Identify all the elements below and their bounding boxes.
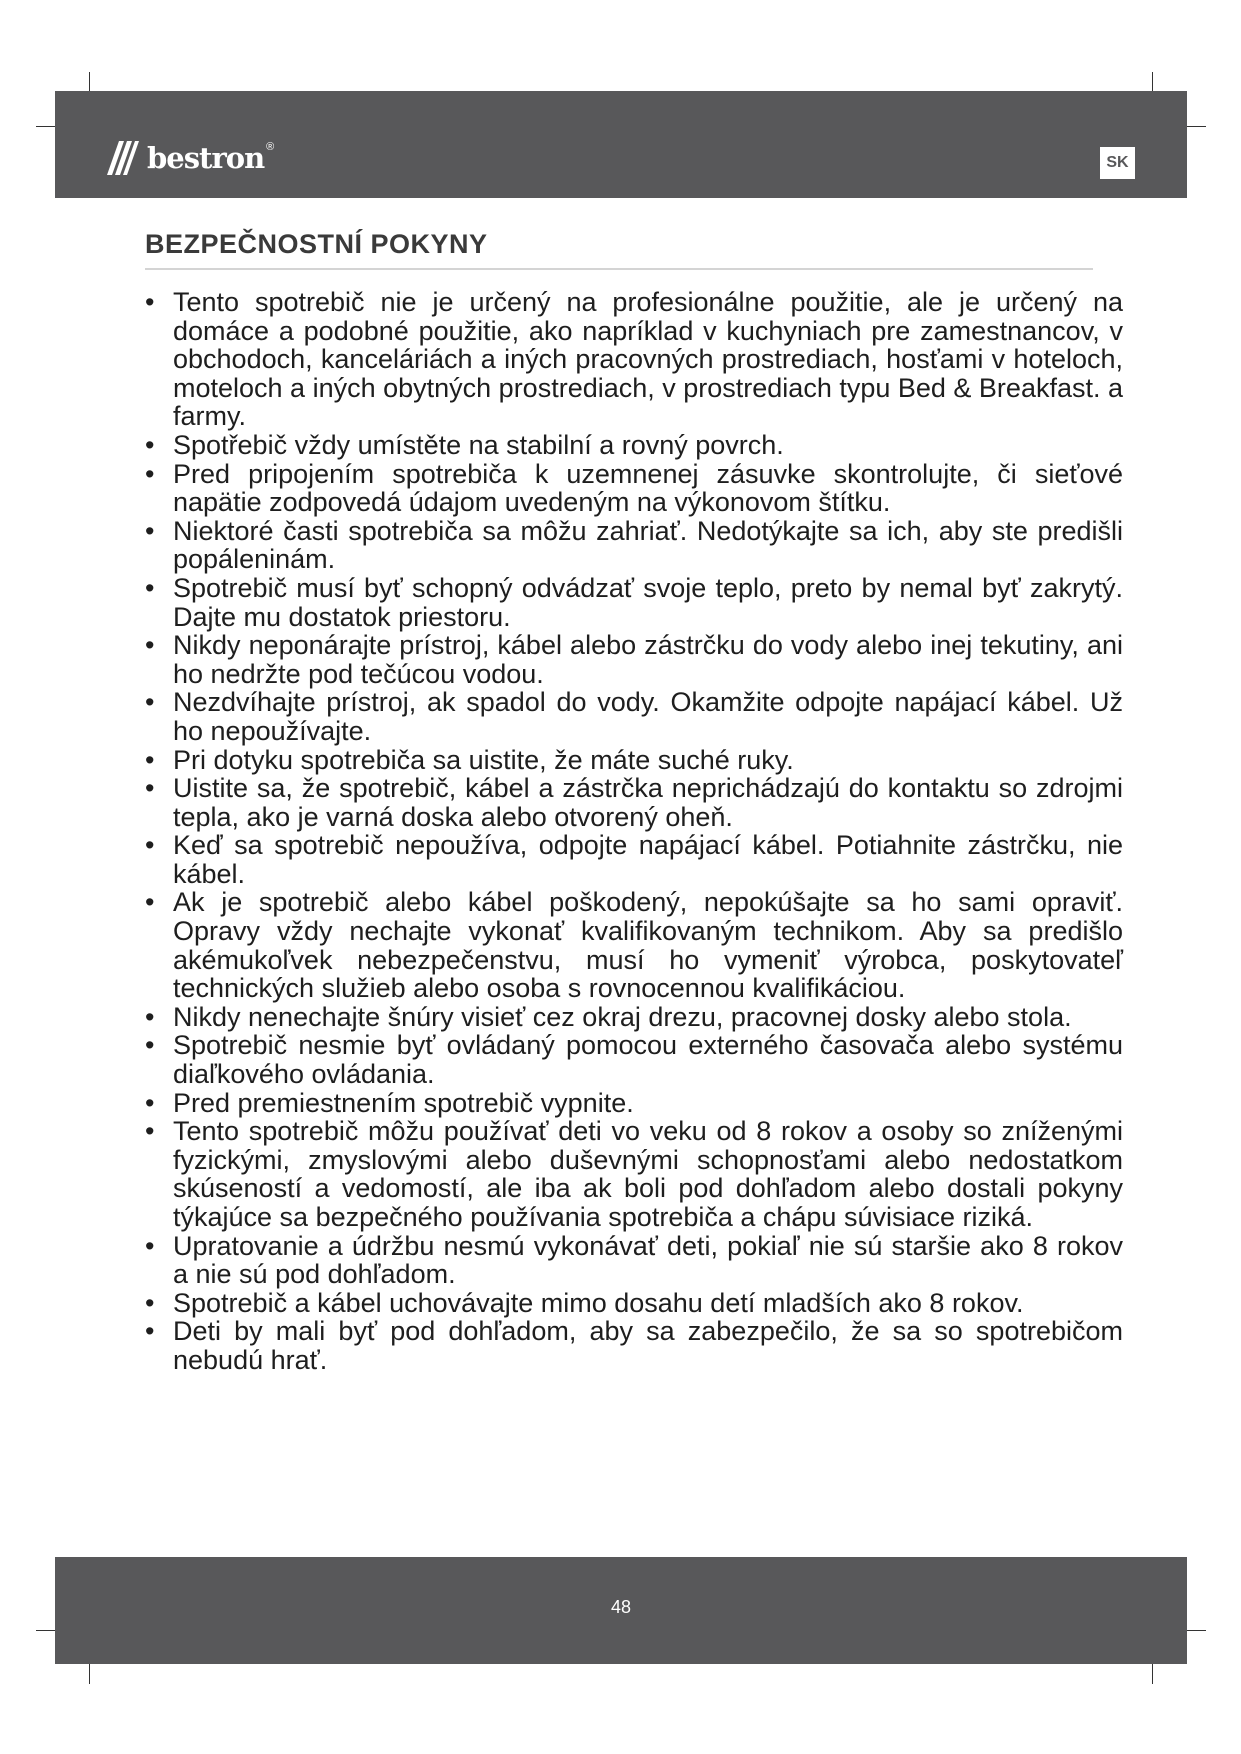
list-item-text: Spotrebič a kábel uchovávajte mimo dosahu detí mladších ako 8 rokov. bbox=[173, 1287, 1024, 1318]
title-divider bbox=[145, 268, 1093, 270]
bullet: • bbox=[145, 773, 155, 804]
bullet: • bbox=[145, 515, 155, 546]
list-item bbox=[143, 1317, 1123, 1374]
bullet: • bbox=[145, 458, 155, 489]
bullet: • bbox=[145, 1030, 155, 1061]
list-item bbox=[143, 574, 1123, 631]
bullet: • bbox=[145, 830, 155, 861]
list-item bbox=[143, 1003, 1123, 1032]
list-item bbox=[143, 1089, 1123, 1118]
instruction-list bbox=[143, 288, 1123, 1375]
list-item-text: Niektoré časti spotrebiča sa môžu zahriať. Nedotýkajte sa ich, aby ste predišli popáleninám. bbox=[173, 515, 1123, 575]
bullet: • bbox=[145, 1001, 155, 1032]
bullet: • bbox=[145, 429, 155, 460]
list-item-text: Uistite sa, že spotrebič, kábel a zástrčka neprichádzajú do kontaktu so zdrojmi tepla, ako je varná doska alebo otvorený oheň. bbox=[173, 773, 1123, 832]
list-item-text: Upratovanie a údržbu nesmú vykonávať deti, pokiaľ nie sú staršie ako 8 rokov a nie sú pod dohľadom. bbox=[173, 1230, 1123, 1290]
brand-name: bestron bbox=[147, 141, 265, 175]
list-item-text: Keď sa spotrebič nepoužíva, odpojte napájací kábel. Potiahnite zástrčku, nie kábel. bbox=[173, 830, 1123, 889]
header-bar bbox=[55, 91, 1187, 198]
list-item-text: Nikdy nenechajte šnúry visieť cez okraj drezu, pracovnej dosky alebo stola. bbox=[173, 1001, 1072, 1032]
list-item bbox=[143, 888, 1123, 1002]
list-item bbox=[143, 746, 1123, 775]
list-item bbox=[143, 431, 1123, 460]
list-item bbox=[143, 631, 1123, 688]
list-item-text: Ak je spotrebič alebo kábel poškodený, nepokúšajte sa ho sami opraviť. Opravy vždy nechajte vykonať kvalifikovaným technikom. Aby sa predišlo akémukoľvek nebezpečenstvu, musí ho vymeniť výrobca, poskytovateľ technických služieb alebo osoba s rovnocennou kvalifikáciou. bbox=[173, 887, 1123, 1004]
list-item-text: Pri dotyku spotrebiča sa uistite, že máte suché ruky. bbox=[173, 744, 794, 775]
bullet: • bbox=[145, 1116, 155, 1147]
list-item bbox=[143, 1289, 1123, 1318]
bullet: • bbox=[145, 287, 155, 317]
list-item-text: Spotřebič vždy umístěte na stabilní a rovný povrch. bbox=[173, 429, 784, 460]
footer-bar bbox=[55, 1557, 1187, 1664]
language-badge: SK bbox=[1100, 147, 1135, 179]
page-number: 48 bbox=[610, 1597, 632, 1617]
list-item bbox=[143, 1031, 1123, 1088]
bullet: • bbox=[145, 1287, 155, 1318]
list-item-text: Spotrebič nesmie byť ovládaný pomocou externého časovača alebo systému diaľkového ovládania. bbox=[173, 1030, 1123, 1090]
brand-chevron-icon bbox=[105, 139, 139, 177]
bullet: • bbox=[145, 744, 155, 775]
bullet: • bbox=[145, 1230, 155, 1261]
list-item bbox=[143, 774, 1123, 831]
list-item bbox=[143, 517, 1123, 574]
list-item-text: Spotrebič musí byť schopný odvádzať svoje teplo, preto by nemal byť zakrytý. Dajte mu dostatok priestoru. bbox=[173, 572, 1123, 632]
safety-instructions bbox=[143, 288, 1123, 1375]
list-item bbox=[143, 460, 1123, 517]
list-item bbox=[143, 688, 1123, 745]
list-item-text: Nezdvíhajte prístroj, ak spadol do vody. Okamžite odpojte napájací kábel. Už ho nepoužívajte. bbox=[173, 687, 1123, 746]
list-item bbox=[143, 831, 1123, 888]
list-item-text: Pred pripojením spotrebiča k uzemnenej zásuvke skontrolujte, či sieťové napätie zodpovedá údajom uvedeným na výkonovom štítku. bbox=[173, 458, 1123, 518]
bullet: • bbox=[145, 572, 155, 603]
bullet: • bbox=[145, 1087, 155, 1118]
list-item-text: Deti by mali byť pod dohľadom, aby sa zabezpečilo, že sa so spotrebičom nebudú hrať. bbox=[173, 1316, 1123, 1375]
list-item bbox=[143, 1117, 1123, 1231]
list-item-text: Tento spotrebič nie je určený na profesionálne použitie, ale je určený na domáce a podobné použitie, ako napríklad v kuchyniach pre zamestnancov, v obchodoch, kanceláriách a iných pracovných prostrediach, hosťami v hoteloch, moteloch a iných obytných prostrediach, v prostrediach typu Bed & Breakfast. a farmy. bbox=[173, 287, 1123, 432]
list-item bbox=[143, 1232, 1123, 1289]
list-item bbox=[143, 288, 1123, 431]
brand-logo bbox=[105, 139, 274, 177]
bullet: • bbox=[145, 630, 155, 661]
list-item-text: Nikdy neponárajte prístroj, kábel alebo zástrčku do vody alebo inej tekutiny, ani ho nedržte pod tečúcou vodou. bbox=[173, 630, 1123, 689]
bullet: • bbox=[145, 687, 155, 718]
list-item-text: Tento spotrebič môžu používať deti vo veku od 8 rokov a osoby so zníženými fyzickými, zmyslovými alebo duševnými schopnosťami alebo nedostatkom skúseností a vedomostí, ale iba ak boli pod dohľadom alebo dostali pokyny týkajúce sa bezpečného používania spotrebiča a chápu súvisiace riziká. bbox=[173, 1116, 1123, 1232]
registered-mark: ® bbox=[266, 141, 275, 153]
bullet: • bbox=[145, 887, 155, 918]
list-item-text: Pred premiestnením spotrebič vypnite. bbox=[173, 1087, 634, 1118]
bullet: • bbox=[145, 1316, 155, 1347]
section-title: BEZPEČNOSTNÍ POKYNY bbox=[145, 229, 488, 259]
